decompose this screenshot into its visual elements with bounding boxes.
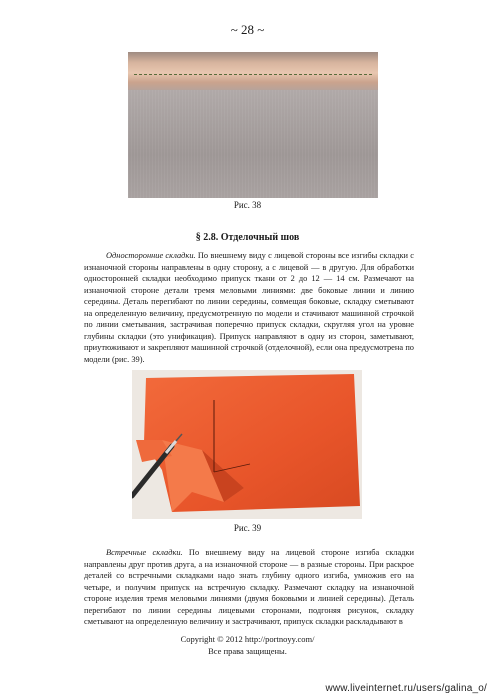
paragraph-one-sided-pleats	[84, 250, 414, 365]
paragraph-lead: Встречные складки.	[106, 548, 183, 557]
figure-39-caption: Рис. 39	[233, 523, 262, 533]
paragraph-text: По внешнему виду с лицевой стороны все изгибы складки с изнаночной стороны направлены в одну сторону, а с лицевой — в другую. Для обработки односторонней складки необходимо припуск ткани от 2 до 12 — 14 см. Размечают на изнаночной стороне детали тремя меловыми линиями: две боковые линии и линию середины. Деталь перегибают по линии середины, совмещая боковые, складку сметывают на определенную величину, предусмотренную по модели и стачивают машинной строчкой по линии сметывания, застрачивая поперечно припуск складки, скругляя угол на уровне глубины складки (это унификация). Припуск направляют в одну из сторон, заметывают, приутюживают и закрепляют машинной строчкой (отделочной), если она предусмотрена по модели (рис. 39).	[84, 251, 414, 364]
footer	[0, 633, 495, 657]
page-number: ~ 28 ~	[230, 22, 265, 37]
paragraph-text: По внешнему виду на лицевой стороне изгиба складки направлены друг против друга, а на изнаночной стороне — в разные стороны. При раскрое деталей со встречными складками надо знать глубину одного изгиба, умножив его на четыре, и получим припуск на встречную складку. Размечают складку на изнаночной стороне изделия тремя меловыми линиями (двумя боковыми и линией середины). Деталь перегибают по линии середины лицевыми сторонами, подгоняя рисунок, складку сметывают на определенную величину и застрачивают, припуск складки раскладывают в	[84, 548, 414, 626]
fabric-panel	[128, 90, 378, 198]
figure-39-photo	[132, 370, 362, 519]
paragraph-lead: Односторонние складки.	[106, 251, 196, 260]
stitch-line	[134, 74, 372, 75]
watermark-url: www.liveinternet.ru/users/galina_o/	[325, 683, 487, 694]
fabric-edge	[128, 52, 378, 90]
copyright-line: Copyright © 2012 http://portnoyy.com/	[180, 634, 315, 644]
figure-38-photo	[128, 52, 378, 198]
paragraph-box-pleats	[84, 547, 414, 628]
rights-line: Все права защищены.	[208, 646, 287, 656]
section-title: § 2.8. Отделочный шов	[195, 232, 300, 243]
orange-fabric-pleat-illustration	[132, 370, 362, 519]
figure-38-caption: Рис. 38	[233, 200, 262, 210]
